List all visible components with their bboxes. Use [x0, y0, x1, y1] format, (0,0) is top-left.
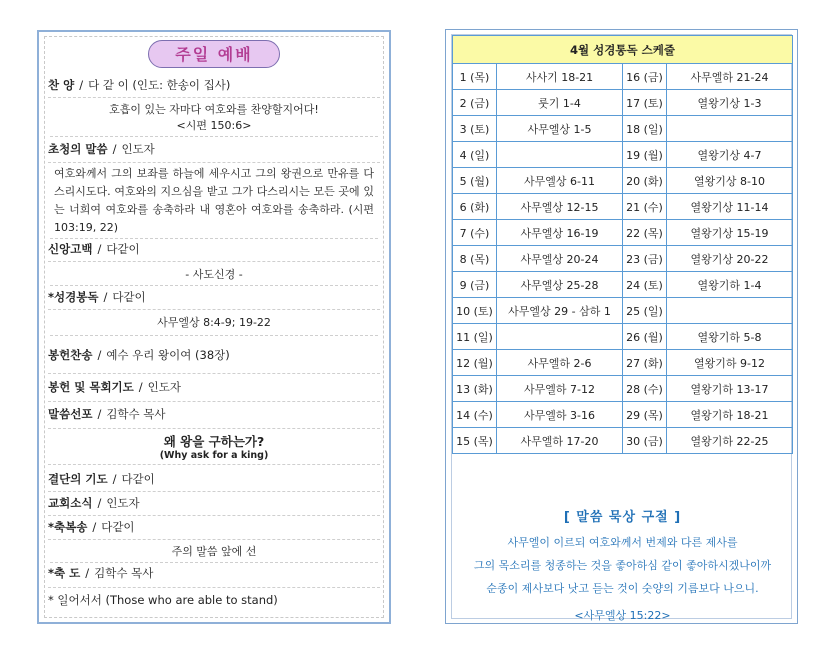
offering-hymn-row: 봉헌찬송 / 예수 우리 왕이여 (38장) [48, 346, 380, 374]
schedule-row [453, 272, 793, 298]
schedule-cell-reading-left: 사무엘상 16-19 [497, 220, 623, 246]
sermon-label: 말씀선포 [48, 407, 93, 421]
schedule-cell-day-right: 21 (수) [623, 194, 667, 220]
schedule-cell-day-right: 16 (금) [623, 64, 667, 90]
schedule-cell-day-right: 20 (화) [623, 168, 667, 194]
schedule-cell-day-right: 25 (일) [623, 298, 667, 324]
creed-box [50, 264, 378, 286]
schedule-cell-day-left: 15 (목) [453, 428, 497, 454]
schedule-row [453, 64, 793, 90]
schedule-cell-day-right: 29 (목) [623, 402, 667, 428]
hymn-label: 찬 양 [48, 78, 75, 92]
schedule-header-row [453, 36, 793, 64]
schedule-title: 4월 성경통독 스케줄 [453, 36, 793, 64]
doxology-text: 주의 말씀 앞에 선 [171, 545, 257, 558]
schedule-cell-reading-left [497, 324, 623, 350]
schedule-cell-day-left: 1 (목) [453, 64, 497, 90]
schedule-cell-reading-left: 사무엘상 12-15 [497, 194, 623, 220]
schedule-cell-reading-left: 사무엘상 29 - 삼하 1 [497, 298, 623, 324]
schedule-cell-day-left: 10 (토) [453, 298, 497, 324]
sermon-preacher: 김학수 목사 [106, 407, 166, 421]
offering-prayer-label: 봉헌 및 목회기도 [48, 380, 134, 394]
schedule-row [453, 246, 793, 272]
schedule-cell-day-left: 3 (토) [453, 116, 497, 142]
schedule-row [453, 298, 793, 324]
schedule-cell-reading-left: 사무엘상 6-11 [497, 168, 623, 194]
schedule-row [453, 428, 793, 454]
reading-box [50, 312, 378, 336]
schedule-cell-day-right: 27 (화) [623, 350, 667, 376]
call-to-worship [50, 101, 378, 137]
schedule-row [453, 220, 793, 246]
schedule-row [453, 350, 793, 376]
schedule-cell-day-right: 19 (월) [623, 142, 667, 168]
reading-row: *성경봉독 / 다같이 [48, 288, 380, 310]
schedule-cell-reading-right [667, 116, 793, 142]
schedule-cell-day-left: 14 (수) [453, 402, 497, 428]
schedule-row [453, 142, 793, 168]
schedule-cell-day-right: 28 (수) [623, 376, 667, 402]
standing-note [48, 591, 380, 611]
offering-hymn-label: 봉헌찬송 [48, 348, 93, 362]
schedule-cell-reading-left: 사무엘하 2-6 [497, 350, 623, 376]
schedule-cell-day-left: 7 (수) [453, 220, 497, 246]
decision-label: 결단의 기도 [48, 472, 108, 486]
schedule-cell-day-left: 5 (월) [453, 168, 497, 194]
benediction-value: 김학수 목사 [94, 566, 154, 580]
meditation-line-2: 그의 목소리를 청종하는 것을 좋아하심 같이 좋아하시겠나이까 [473, 559, 772, 572]
reading-text: 사무엘상 8:4-9; 19-22 [157, 316, 271, 329]
news-label: 교회소식 [48, 496, 93, 510]
call-ref: <시편 150:6> [176, 119, 252, 132]
schedule-cell-day-left: 4 (일) [453, 142, 497, 168]
meditation-section [452, 486, 793, 623]
creed-value: 다같이 [106, 242, 140, 256]
title-wrap [39, 40, 389, 68]
schedule-cell-day-right: 24 (토) [623, 272, 667, 298]
decision-value: 다같이 [121, 472, 155, 486]
schedule-cell-reading-left: 룻기 1-4 [497, 90, 623, 116]
schedule-cell-reading-left: 사무엘하 17-20 [497, 428, 623, 454]
schedule-cell-reading-left: 사무엘상 25-28 [497, 272, 623, 298]
sermon-title-ko: 왜 왕을 구하는가? [163, 434, 265, 449]
schedule-cell-day-right: 30 (금) [623, 428, 667, 454]
schedule-row [453, 376, 793, 402]
schedule-row [453, 116, 793, 142]
offering-hymn-value: 예수 우리 왕이여 (38장) [106, 348, 230, 362]
benediction-row: *축 도 / 김학수 목사 [48, 564, 380, 588]
schedule-row [453, 324, 793, 350]
schedule-body [453, 64, 793, 454]
creed-row: 신앙고백 / 다같이 [48, 240, 380, 262]
hymn-row: 찬 양 / 다 같 이 (인도: 한송이 집사) [48, 76, 380, 98]
schedule-cell-day-left: 9 (금) [453, 272, 497, 298]
invocation-value: 인도자 [121, 142, 155, 156]
schedule-cell-reading-right: 열왕기하 9-12 [667, 350, 793, 376]
schedule-cell-day-left: 11 (일) [453, 324, 497, 350]
invocation-label: 초청의 말씀 [48, 142, 108, 156]
benediction-label: *축 도 [48, 566, 81, 580]
schedule-cell-reading-right: 열왕기하 13-17 [667, 376, 793, 402]
news-value: 인도자 [106, 496, 140, 510]
sermon-row: 말씀선포 / 김학수 목사 [48, 405, 380, 429]
offering-prayer-row: 봉헌 및 목회기도 / 인도자 [48, 378, 380, 402]
doxology-label: *축복송 [48, 520, 88, 534]
reading-label: *성경봉독 [48, 290, 99, 304]
meditation-line-1: 사무엘이 이르되 여호와께서 번제와 다른 제사를 [507, 536, 738, 549]
schedule-cell-day-right: 26 (월) [623, 324, 667, 350]
schedule-row [453, 194, 793, 220]
schedule-cell-reading-right [667, 298, 793, 324]
schedule-cell-day-left: 8 (목) [453, 246, 497, 272]
schedule-cell-reading-left: 사무엘하 7-12 [497, 376, 623, 402]
schedule-cell-reading-right: 열왕기하 5-8 [667, 324, 793, 350]
doxology-box [50, 541, 378, 563]
schedule-cell-day-left: 12 (월) [453, 350, 497, 376]
schedule-cell-reading-left: 사무엘하 3-16 [497, 402, 623, 428]
reading-schedule-panel [445, 29, 798, 624]
schedule-row [453, 402, 793, 428]
worship-order-panel [37, 30, 391, 624]
schedule-cell-reading-right: 열왕기상 4-7 [667, 142, 793, 168]
reading-value: 다같이 [112, 290, 146, 304]
schedule-cell-reading-left: 사사기 18-21 [497, 64, 623, 90]
schedule-row [453, 168, 793, 194]
schedule-cell-day-right: 18 (일) [623, 116, 667, 142]
schedule-row [453, 90, 793, 116]
schedule-cell-reading-right: 열왕기상 8-10 [667, 168, 793, 194]
news-row: 교회소식 / 인도자 [48, 494, 380, 516]
call-text: 호흡이 있는 자마다 여호와를 찬양할지어다! [109, 103, 319, 116]
doxology-row: *축복송 / 다같이 [48, 518, 380, 540]
creed-label: 신앙고백 [48, 242, 93, 256]
doxology-value: 다같이 [101, 520, 135, 534]
schedule-cell-day-right: 23 (금) [623, 246, 667, 272]
sermon-title [48, 431, 380, 465]
schedule-cell-reading-left: 사무엘상 1-5 [497, 116, 623, 142]
invocation-text: 여호와께서 그의 보좌를 하늘에 세우시고 그의 왕권으로 만유를 다스리시도다. 여호와의 지으심을 받고 그가 다스리시는 모든 곳에 있는 너희여 여호와를 송축하라 내 영혼아 여호와를 송축하라. (시편 103:19, 22) [50, 165, 378, 239]
standing-note-text: * 일어서서 (Those who are able to stand) [48, 593, 278, 607]
invocation-row: 초청의 말씀 / 인도자 [48, 140, 380, 163]
schedule-cell-reading-right: 열왕기상 15-19 [667, 220, 793, 246]
schedule-cell-day-left: 6 (화) [453, 194, 497, 220]
schedule-cell-reading-right: 사무엘하 21-24 [667, 64, 793, 90]
schedule-cell-reading-left: 사무엘상 20-24 [497, 246, 623, 272]
schedule-cell-day-right: 22 (목) [623, 220, 667, 246]
schedule-cell-reading-right: 열왕기하 18-21 [667, 402, 793, 428]
service-title: 주일 예배 [148, 40, 279, 68]
schedule-cell-reading-left [497, 142, 623, 168]
decision-row: 결단의 기도 / 다같이 [48, 470, 380, 492]
schedule-cell-day-left: 2 (금) [453, 90, 497, 116]
meditation-ref: <사무엘상 15:22> [574, 609, 671, 622]
schedule-cell-day-right: 17 (토) [623, 90, 667, 116]
schedule-cell-reading-right: 열왕기상 20-22 [667, 246, 793, 272]
schedule-cell-day-left: 13 (화) [453, 376, 497, 402]
meditation-heading: [ 말씀 묵상 구절 ] [563, 510, 682, 525]
schedule-cell-reading-right: 열왕기상 11-14 [667, 194, 793, 220]
schedule-cell-reading-right: 열왕기하 22-25 [667, 428, 793, 454]
schedule-cell-reading-right: 열왕기상 1-3 [667, 90, 793, 116]
creed-text: - 사도신경 - [185, 268, 243, 281]
sermon-title-en: (Why ask for a king) [159, 450, 269, 461]
hymn-value: 다 같 이 (인도: 한송이 집사) [88, 78, 231, 92]
meditation-line-3: 순종이 제사보다 낫고 듣는 것이 숫양의 기름보다 나으니. [486, 582, 759, 595]
schedule-cell-reading-right: 열왕기하 1-4 [667, 272, 793, 298]
offering-prayer-value: 인도자 [147, 380, 181, 394]
schedule-table [452, 35, 793, 454]
